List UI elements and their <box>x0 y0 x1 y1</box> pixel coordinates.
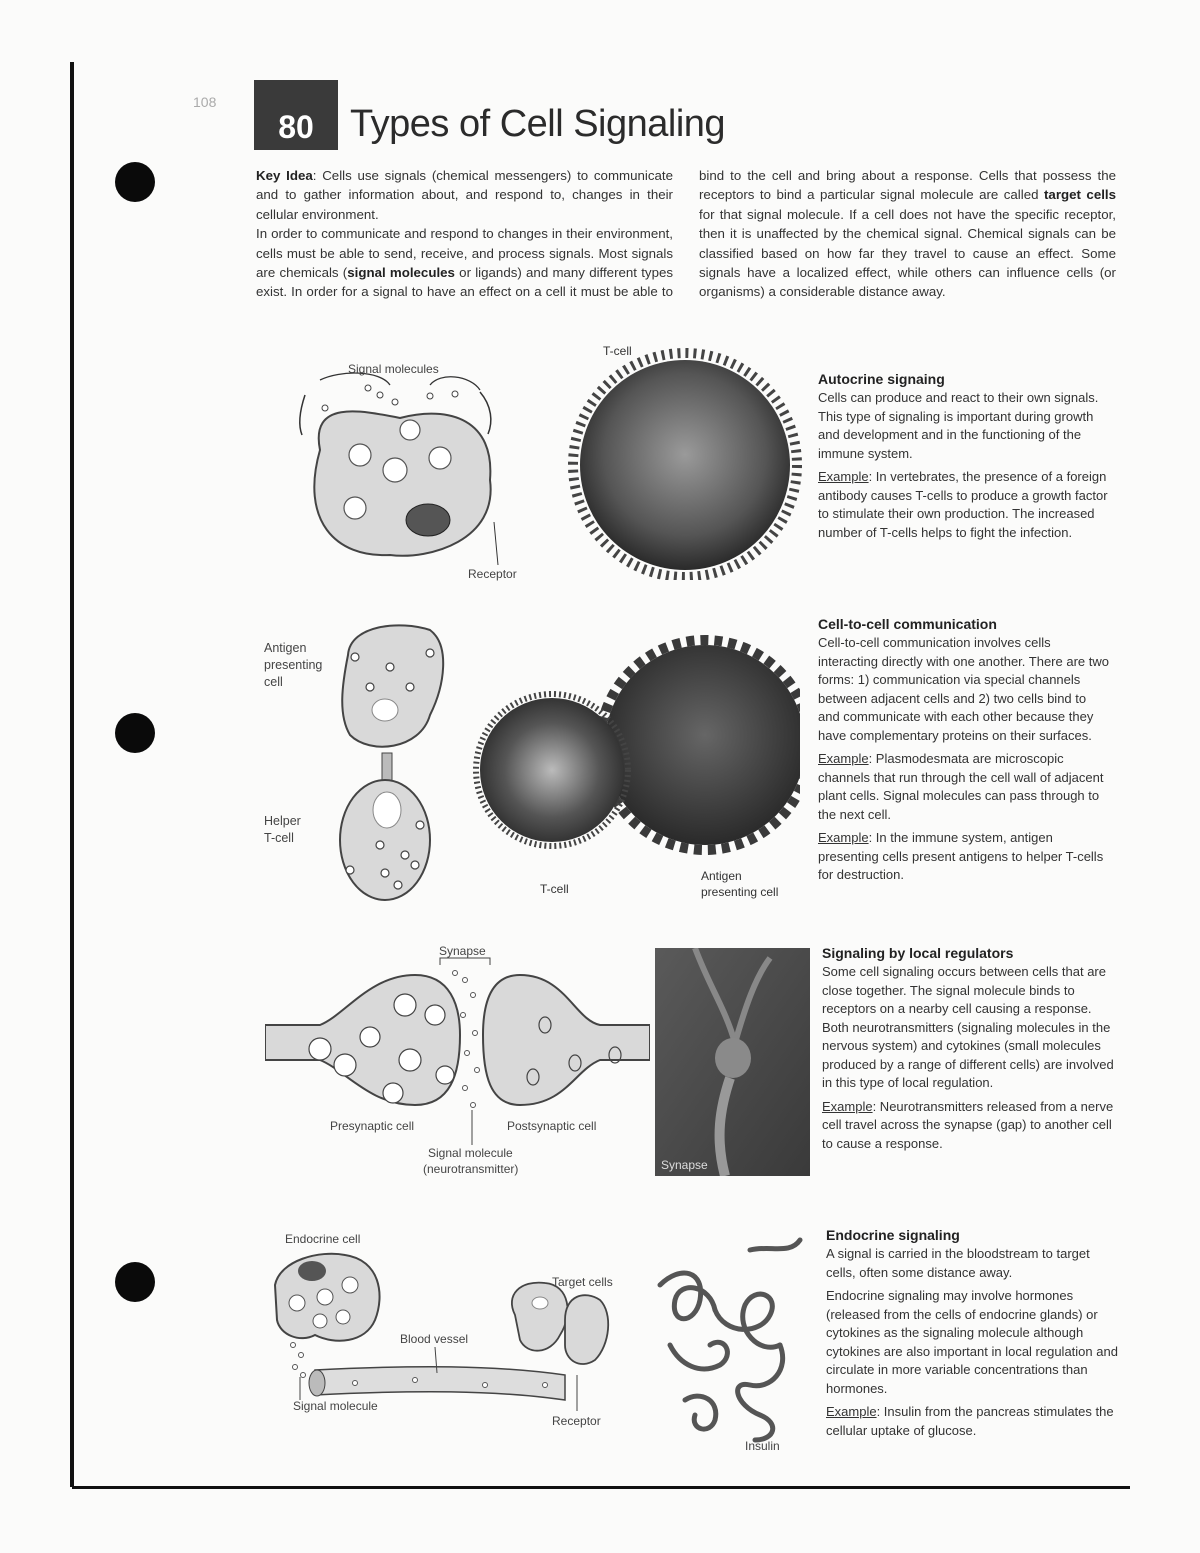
label-blood-vessel: Blood vessel <box>400 1332 469 1346</box>
intro-bold-target: target cells <box>1044 187 1116 203</box>
label-synapse: Synapse <box>439 945 486 958</box>
intro-text <box>256 166 1116 326</box>
activity-number-badge: 80 <box>254 80 338 150</box>
cell-to-cell-title: Cell-to-cell communication <box>818 616 997 632</box>
endocrine-body-1: A signal is carried in the bloodstream to target cells, often some distance away. <box>826 1246 1090 1280</box>
label-endocrine-signal-molecule: Signal molecule <box>293 1399 378 1413</box>
punch-hole-middle <box>115 713 155 753</box>
cell-to-cell-example2: : In the immune system, antigen presenting cells present antigens to helper T-cells for destruction. <box>818 830 1104 882</box>
label-postsynaptic-cell: Postsynaptic cell <box>507 1119 597 1133</box>
label-signal-molecules: Signal molecules <box>348 362 439 376</box>
punch-hole-top <box>115 162 155 202</box>
key-idea-text: : Cells use signals (chemical messengers) to communicate and to gather information about, and respond to, changes in their cellular environment. <box>256 168 673 222</box>
page-title: Types of Cell Signaling <box>350 103 726 145</box>
cell-contact-diagram <box>330 615 455 915</box>
autocrine-diagram <box>280 340 520 590</box>
endocrine-title: Endocrine signaling <box>826 1227 960 1243</box>
label-tcell-contact: T-cell <box>540 882 569 896</box>
key-idea-label: Key Idea <box>256 168 313 183</box>
local-regulators-title: Signaling by local regulators <box>822 945 1014 961</box>
intro-paragraph-3: for that signal molecule. If a cell does not have the specific receptor, then it is unaffected by the chemical signal. Chemical signals can be classified based on how far they travel to cause an effect. Some signals have a localized effect, while others can influence cells (or organisms) a considerable distance away. <box>699 206 1116 300</box>
endocrine-body-2: Endocrine signaling may involve hormones (released from the cells of endocrine glands) or cytokines as the signaling molecule although cytokines are also important in local regulation and circulate in more variable concentrations than hormones. <box>826 1288 1118 1396</box>
page-number: 108 <box>193 94 217 110</box>
autocrine-body: Cells can produce and react to their own signals. This type of signaling is important during growth and development and in the functioning of the immune system. <box>818 390 1099 461</box>
label-signal-molecule-line2: (neurotransmitter) <box>423 1162 519 1176</box>
local-regulators-example-label: Example <box>822 1098 873 1114</box>
label-antigen-presenting-cell: Antigen presenting cell <box>264 641 323 689</box>
tcell-photo <box>565 340 805 580</box>
insulin-structure <box>640 1225 815 1455</box>
tcell-apc-photo <box>460 630 800 900</box>
autocrine-section <box>818 371 1110 547</box>
endocrine-example-label: Example <box>826 1404 877 1419</box>
autocrine-title: Autocrine signaing <box>818 371 945 387</box>
autocrine-example: : In vertebrates, the presence of a foreign antibody causes T-cells to produce a growth factor to stimulate their own production. The increased number of T-cells helps to fight the infection. <box>818 469 1108 540</box>
label-receptor: Receptor <box>468 567 517 581</box>
endocrine-diagram <box>265 1225 630 1440</box>
label-tcell-photo: T-cell <box>603 344 632 358</box>
cell-to-cell-example1: : Plasmodesmata are microscopic channels that run through the cell wall of adjacent plant cells. Signal molecules can pass through to the next cell. <box>818 751 1104 822</box>
synapse-diagram <box>265 945 650 1180</box>
cell-to-cell-body: Cell-to-cell communication involves cells interacting directly with one another. There are two forms: 1) communication via special channels between adjacent cells and 2) two cells bind to and communicate with each other because they have complementary proteins on their surfaces. <box>818 635 1109 743</box>
intro-bold-signal: signal molecules <box>347 265 455 281</box>
label-apc-photo-2: presenting cell <box>701 885 779 899</box>
label-signal-molecule-line1: Signal molecule <box>428 1146 513 1160</box>
punch-hole-bottom <box>115 1262 155 1302</box>
label-helper-tcell: Helper T-cell <box>264 814 301 845</box>
label-synapse-photo: Synapse <box>661 1158 708 1172</box>
autocrine-example-label: Example <box>818 469 869 484</box>
cell-to-cell-section <box>818 616 1110 890</box>
label-target-cells: Target cells <box>552 1275 613 1289</box>
label-insulin: Insulin <box>745 1439 780 1453</box>
local-regulators-body: Some cell signaling occurs between cells that are close together. The signal molecule binds to receptors on a nearby cell causing a response. Both neurotransmitters (signaling molecules in the nervous system) and cytokines (small molecules produced by a range of different cells) are involved in this type of local regulation. <box>822 964 1114 1090</box>
local-regulators-section <box>822 945 1114 1158</box>
label-apc-photo-1: Antigen <box>701 869 742 883</box>
cell-to-cell-example1-label: Example <box>818 751 869 766</box>
intro-paragraph-1: In order to communicate and respond to changes in their environment, cells must be able to send, receive, and process signals. Most signals are chemicals ( <box>256 226 673 281</box>
label-endocrine-cell: Endocrine cell <box>285 1232 361 1246</box>
intro-paragraph-2: or ligands) and many different types exist. In order for a signal to have an effect on a cell it must be able to bind to the cell and bring about a response. Cells that possess the receptors to bind a particular signal molecule are called <box>256 168 1116 300</box>
local-regulators-example: : Neurotransmitters released from a nerve cell travel across the synapse (gap) to another cell to cause a response. <box>822 1098 1114 1151</box>
synapse-photo <box>655 948 810 1176</box>
label-presynaptic-cell: Presynaptic cell <box>330 1119 415 1133</box>
page-bottom-line <box>72 1486 1130 1489</box>
binder-edge-line <box>70 62 74 1487</box>
label-endocrine-receptor: Receptor <box>552 1414 601 1428</box>
endocrine-example: : Insulin from the pancreas stimulates the cellular uptake of glucose. <box>826 1404 1114 1438</box>
cell-to-cell-example2-label: Example <box>818 830 869 845</box>
endocrine-section <box>826 1227 1118 1445</box>
